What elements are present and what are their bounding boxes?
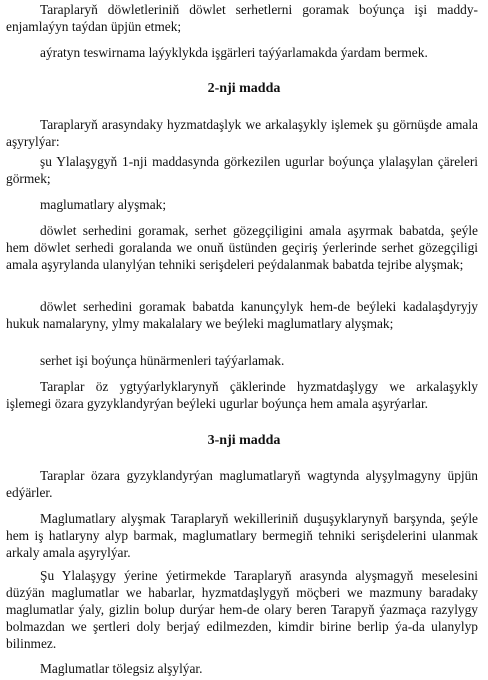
article-2-item-4: döwlet serhedini goramak babatda kanunçylyk hem-de beýleki kadalaşdyryjy hukuk namalaryny, ylmy makalalary we beýleki maglumatlary alyşmak; xyxy=(6,299,478,331)
paragraph-staff-training-help: aýratyn teswirnama laýyklykda işgärleri taýýarlamakda ýardam bermek. xyxy=(40,45,428,60)
article-3-paragraph-3: Şu Ylalaşygy ýerine ýetirmekde Taraplaryň arasynda alyşmagyň meselesini düzýän maglumatlar we habarlar, hyzmatdaşlygyň möçberi we mazmuny baradaky maglumatlar ýaly, gizlin bolup durýar hem-de olary beren Tarapyň ýazmaça razylygy bolmazdan we şertleri doly berjaý edilmezden, kimdir birine berlip ýa-da ulanylyp bilinmez. xyxy=(6,568,478,651)
article-2-item-3: döwlet serhedini goramak, serhet gözegçiligini amala aşyrmak babatda, şeýle hem döwlet serhedi goralanda we onuň üstünden geçiriş ýerlerinde serhet gözegçiligi amala aşyrylanda ulanylýan tehniki serişdeleri peýdalanmak babatda tejribe alyşmak; xyxy=(6,223,478,272)
article-2-item-5: serhet işi boýunça hünärmenleri taýýarlamak. xyxy=(40,353,285,368)
article-3-paragraph-4: Maglumatlar tölegsiz alşylýar. xyxy=(40,661,203,676)
article-3-heading: 3-nji madda xyxy=(207,433,281,448)
article-2-intro: Taraplaryň arasyndaky hyzmatdaşlyk we arkalaşykly işlemek şu görnüşde amala aşyrylýar: xyxy=(6,117,478,149)
article-2-heading: 2-nji madda xyxy=(207,81,281,96)
article-2-item-1: şu Ylalaşygyň 1-nji maddasynda görkezilen ugurlar boýunça ylalaşylan çäreleri görmek; xyxy=(6,154,478,186)
article-2-closing: Taraplar öz ygtyýarlyklarynyň çäklerinde hyzmatdaşlygy we arkalaşykly işlemegi özara gyzyklandyrýan beýleki ugurlar boýunça hem amala aşyrýarlar. xyxy=(6,379,478,411)
article-3-paragraph-2: Maglumatlary alyşmak Taraplaryň wekilleriniň duşuşyklarynyň barşynda, şeýle hem iş hatlaryny alyp barmak, maglumatlary bermegiň tehniki serişdelerini ulanmak arkaly amala aşyrylýar. xyxy=(6,511,478,560)
article-2-item-2: maglumatlary alyşmak; xyxy=(40,197,167,212)
article-3-paragraph-1: Taraplar özara gyzyklandyrýan maglumatlaryň wagtynda alyşylmagyny üpjün edýärler. xyxy=(6,468,478,500)
paragraph-material-support: Taraplaryň döwletleriniň döwlet serhetlerni goramak boýunça işi maddy-enjamlaýyn taýdan üpjün etmek; xyxy=(6,2,478,34)
